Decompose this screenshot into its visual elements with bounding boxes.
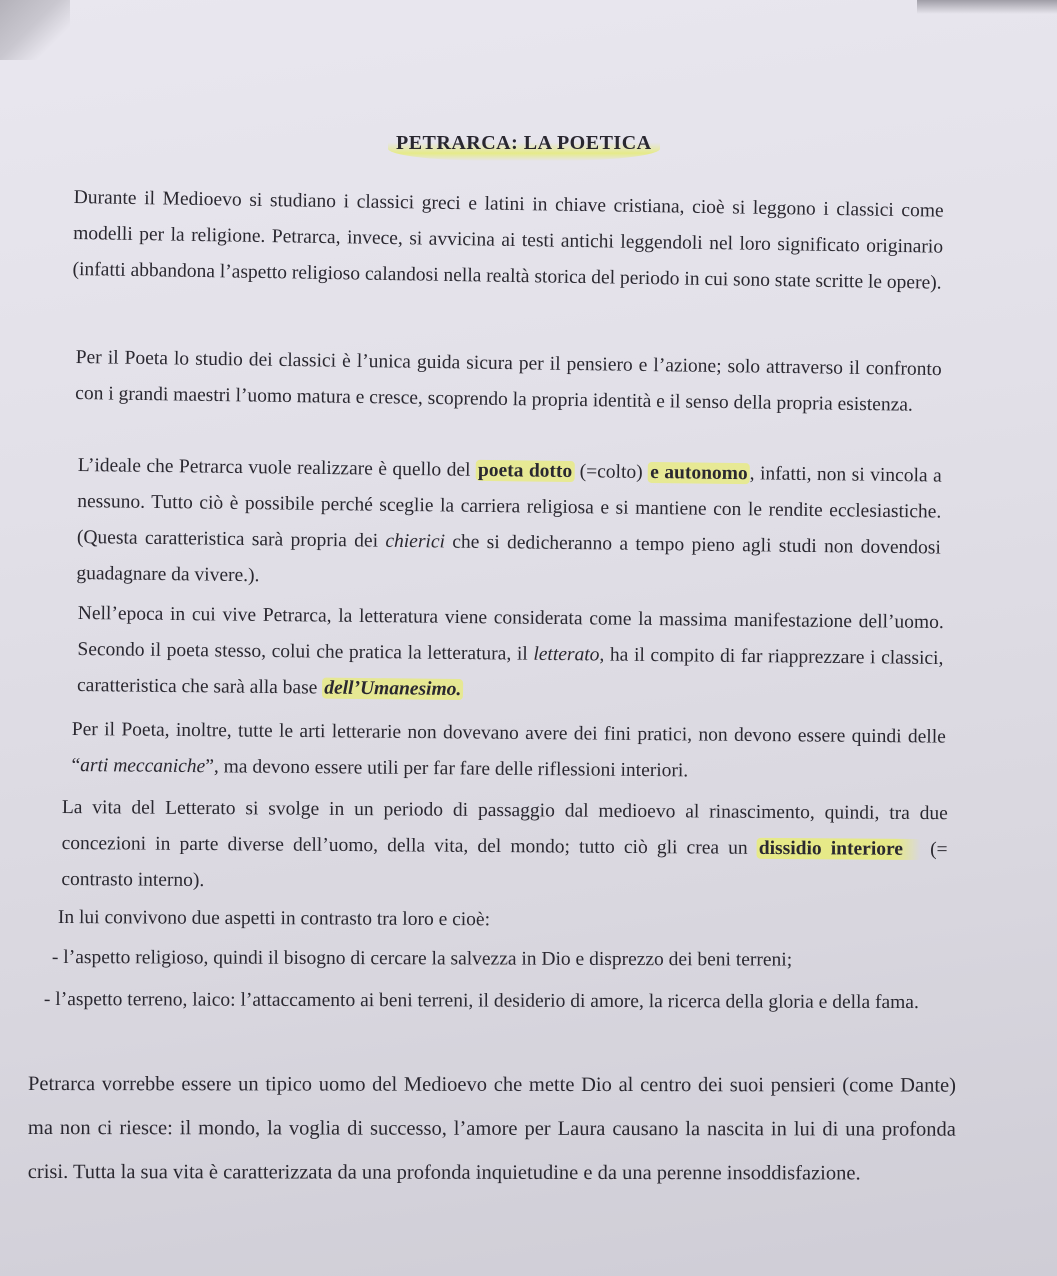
paragraph-6-text-c: (= contrasto interno). <box>61 838 948 891</box>
highlight-dissidio-interiore: dissidio interiore <box>757 838 921 860</box>
page-corner-shadow <box>0 0 70 60</box>
highlight-autonomo: e autonomo <box>650 461 748 485</box>
paragraph-10-text: Petrarca vorrebbe essere un tipico uomo del Medioevo che mette Dio al centro dei suoi pensieri (come Dante) ma non ci riesce: il mondo, la voglia di successo, l’amore per Laura causano la nascita in lui di una profonda crisi. Tutta la sua vita è caratterizzata da una profonda inquietudine e da una perenne insoddisfazione. <box>27 1073 956 1185</box>
list-item-religioso <box>52 940 952 979</box>
italic-letterato: letterato, <box>533 643 605 666</box>
paragraph-3-text-e: , infatti, non si vincola a nessuno. Tutto ciò è possibile perché sceglie la carriera religiosa e si mantiene con le rendite ecclesiastiche. (Questa caratteristica sarà propria dei <box>76 463 942 552</box>
paragraph-4-text-c: ha il compito di far riapprezzare i classici, caratteristica che sarà alla base <box>76 644 944 699</box>
paragraph-6 <box>61 790 948 904</box>
highlight-umanesimo: dell’Umanesimo. <box>324 677 462 701</box>
paragraph-3-text-c: (=colto) <box>574 461 649 483</box>
highlight-poeta-dotto: poeta dotto <box>477 459 573 483</box>
paragraph-4-text-a: Nell’epoca in cui vive Petrarca, la letteratura viene considerata come la massima manifestazione dell’uomo. Secondo il poeta stesso, colui che pratica la letteratura, il <box>77 602 944 665</box>
paragraph-10 <box>28 1062 956 1196</box>
list-item-religioso-text: - l’aspetto religioso, quindi il bisogno di cercare la salvezza in Dio e disprezzo dei beni terreni; <box>51 946 793 971</box>
list-item-terreno-text: - l’aspetto terreno, laico: l’attaccamento ai beni terreni, il desiderio di amore, la ricerca della gloria e della fama. <box>43 988 919 1014</box>
paragraph-5 <box>71 712 946 792</box>
paragraph-3 <box>76 448 942 603</box>
paragraph-6-text-a: La vita del Letterato si svolge in un periodo di passaggio dal medioevo al rinascimento, quindi, tra due concezioni in parte diverse dell’uomo, della vita, del mondo; tutto ciò gli crea un <box>61 796 948 859</box>
paragraph-3-text-a: L’ideale che Petrarca vuole realizzare è quello del <box>77 454 477 481</box>
paragraph-2 <box>75 340 942 424</box>
page-title: PETRARCA: LA POETICA <box>388 130 660 161</box>
paragraph-2-text: Per il Poeta lo studio dei classici è l’unica guida sicura per il pensiero e l’azione; solo attraverso il confronto con i grandi maestri l’uomo matura e cresce, scoprendo la propria identità e il senso della propria esistenza. <box>75 346 942 416</box>
paragraph-5-text-a: Per il Poeta, inoltre, tutte le arti letterarie non dovevano avere dei fini pratici, non devono essere quindi delle “ <box>71 718 946 777</box>
paragraph-4 <box>77 596 944 713</box>
paragraph-3-text-g: che si dedicheranno a tempo pieno agli studi non dovendosi guadagnare da vivere.). <box>76 531 941 587</box>
paragraph-1-text: Durante il Medioevo si studiano i classici greci e latini in chiave cristiana, cioè si leggono i classici come modelli per la religione. Petrarca, invece, si avvicina ai testi antichi leggendoli nel loro significato originario (infatti abbandona l’aspetto religioso calandosi nella realtà storica del periodo in cui sono state scritte le opere). <box>72 186 944 294</box>
italic-arti-meccaniche: arti meccaniche <box>80 755 206 778</box>
paragraph-5-text-c: ”, ma devono essere utili per far fare delle riflessioni interiori. <box>205 756 689 782</box>
italic-chierici: chierici <box>385 530 446 553</box>
paragraph-7-text: In lui convivono due aspetti in contrasto tra loro e cioè: <box>57 906 491 931</box>
list-item-terreno <box>44 982 952 1021</box>
page-top-edge-shadow <box>917 0 1057 14</box>
paragraph-7 <box>58 900 948 941</box>
paragraph-1 <box>72 180 944 302</box>
